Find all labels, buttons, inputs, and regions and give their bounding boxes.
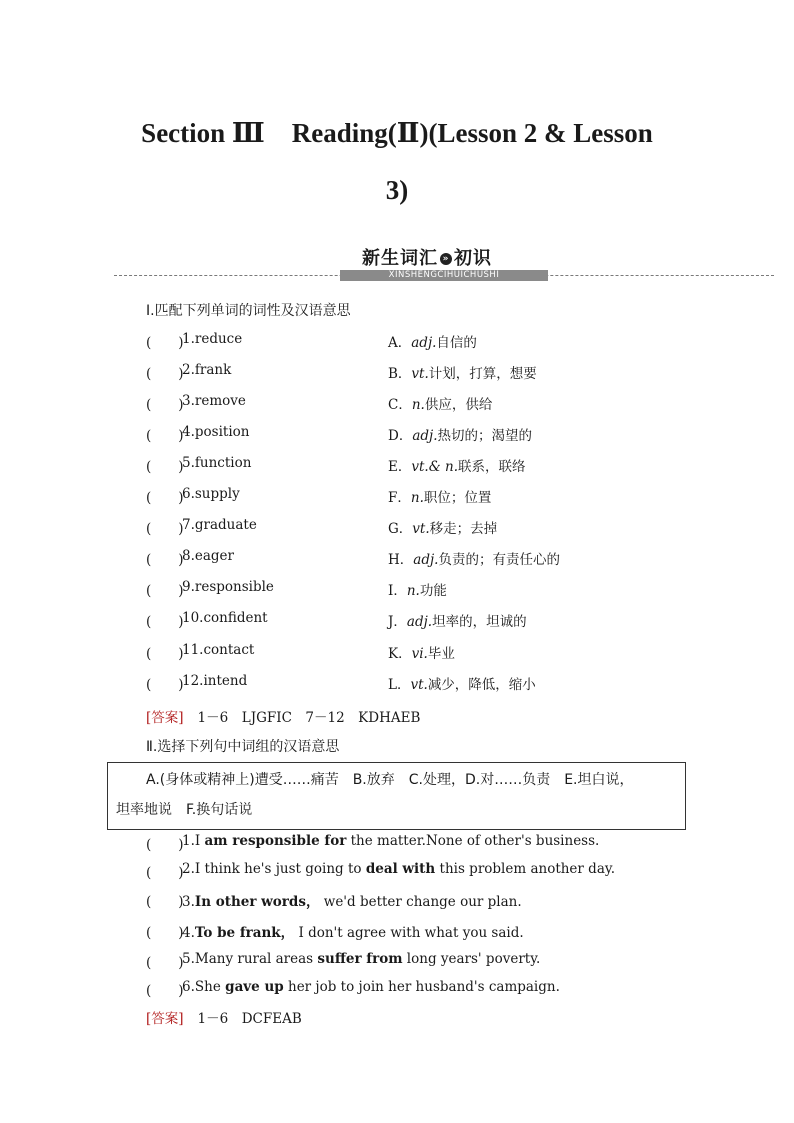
definition-meaning: 职位；位置 — [423, 490, 492, 506]
definition-letter: K． — [388, 646, 412, 662]
part-of-speech: vt.& n. — [411, 459, 458, 475]
options-line-2: 坦率地说 F.换句话说 — [116, 802, 253, 818]
vocab-row — [146, 517, 706, 537]
section-banner — [0, 244, 794, 284]
target-phrase: gave up — [225, 979, 284, 995]
banner-title-right: 初识 — [454, 248, 492, 269]
definition-meaning: 坦率的，坦诚的 — [432, 614, 527, 630]
vocab-definition — [388, 455, 526, 475]
vocab-word: 11.contact — [182, 642, 255, 658]
banner-title — [362, 244, 492, 270]
definition-letter: D． — [388, 428, 413, 444]
sentence-num: 4. — [182, 925, 195, 941]
answer-blank[interactable]: ( ) — [146, 583, 184, 599]
sentence-text — [182, 951, 540, 967]
section1-answer — [146, 706, 420, 726]
definition-letter: L． — [388, 677, 411, 693]
section2-heading: Ⅱ.选择下列句中词组的汉语意思 — [146, 739, 340, 755]
vocab-word: 10.confident — [182, 610, 268, 626]
vocab-row — [146, 673, 706, 693]
vocab-row — [146, 455, 706, 475]
definition-meaning: 供应，供给 — [424, 397, 493, 413]
answer-blank[interactable]: ( ) — [146, 459, 184, 475]
definition-letter: H． — [388, 552, 414, 568]
vocab-word: 12.intend — [182, 673, 248, 689]
part-of-speech: vt. — [412, 521, 430, 537]
page-title-line2: 3) — [385, 175, 409, 205]
vocab-definition — [388, 486, 491, 506]
definition-meaning: 联系，联络 — [458, 459, 526, 475]
sentence-pre: Many rural areas — [194, 951, 318, 967]
definition-letter: A． — [388, 335, 412, 351]
answer-blank[interactable]: ( ) — [146, 366, 184, 382]
part-of-speech: vt. — [411, 366, 429, 382]
sentence-text — [182, 921, 524, 941]
definition-letter: I． — [388, 583, 407, 599]
part-of-speech: vt. — [410, 677, 428, 693]
definition-meaning: 负责的；有责任心的 — [438, 552, 560, 568]
options-line-1: A.(身体或精神上)遭受……痛苦 B.放弃 C.处理，D.对……负责 E.坦白说， — [146, 772, 634, 788]
answer-blank[interactable]: ( ) — [146, 552, 184, 568]
answer-text: 1－6 DCFEAB — [197, 1011, 302, 1027]
vocab-row — [146, 548, 706, 568]
target-phrase: suffer from — [317, 951, 403, 967]
sentence-text — [182, 861, 615, 877]
sentence-num: 1. — [182, 833, 195, 849]
part-of-speech: n. — [411, 397, 425, 413]
answer-blank[interactable]: ( ) — [146, 925, 184, 941]
answer-blank[interactable]: ( ) — [146, 677, 184, 693]
answer-blank[interactable]: ( ) — [146, 955, 184, 971]
vocab-word: 8.eager — [182, 548, 235, 564]
sentence-post: this problem another day. — [435, 861, 615, 877]
part-of-speech: adj. — [413, 552, 439, 568]
sentence-num: 3. — [182, 894, 195, 910]
answer-tag: [答案] — [146, 1011, 184, 1027]
sentence-num: 5. — [182, 951, 195, 967]
definition-meaning: 毕业 — [427, 646, 455, 662]
definition-meaning: 计划，打算，想要 — [428, 366, 537, 382]
vocab-definition — [388, 517, 497, 537]
section1-heading: Ⅰ.匹配下列单词的词性及汉语意思 — [146, 303, 351, 319]
definition-letter: E． — [388, 459, 412, 475]
part-of-speech: vi. — [411, 646, 428, 662]
vocab-row — [146, 393, 706, 413]
vocab-row — [146, 579, 706, 599]
sentence-text — [182, 890, 522, 910]
answer-blank[interactable]: ( ) — [146, 397, 184, 413]
vocab-definition — [388, 548, 560, 568]
answer-tag: [答案] — [146, 710, 184, 726]
answer-text: 1－6 LJGFIC 7－12 KDHAEB — [197, 710, 421, 726]
vocab-word: 9.responsible — [182, 579, 274, 595]
answer-blank[interactable]: ( ) — [146, 521, 184, 537]
part-of-speech: n. — [406, 583, 420, 599]
answer-blank[interactable]: ( ) — [146, 865, 184, 881]
vocab-definition — [388, 362, 537, 382]
phrase-options-box — [107, 762, 686, 830]
sentence-text — [182, 979, 560, 995]
definition-letter: C． — [388, 397, 412, 413]
sentence-post: I don't agree with what you said. — [294, 925, 524, 941]
target-phrase: In other words， — [194, 894, 320, 910]
target-phrase: am responsible for — [204, 833, 347, 849]
vocab-definition — [388, 673, 536, 693]
target-phrase: deal with — [365, 861, 436, 877]
sentence-post: we'd better change our plan. — [319, 894, 522, 910]
definition-letter: J． — [388, 614, 407, 630]
answer-blank[interactable]: ( ) — [146, 983, 184, 999]
definition-letter: B． — [388, 366, 412, 382]
vocab-definition — [388, 393, 492, 413]
vocab-row — [146, 610, 706, 630]
banner-subtitle: XINSHENGCIHUICHUSHI — [340, 270, 548, 281]
vocab-word: 4.position — [182, 424, 250, 440]
answer-blank[interactable]: ( ) — [146, 490, 184, 506]
page-title-line1: Section Ⅲ Reading(Ⅱ)(Lesson 2 & Lesson — [141, 118, 653, 148]
sentence-num: 6. — [182, 979, 195, 995]
vocab-definition — [388, 331, 477, 351]
sentence-text — [182, 833, 599, 849]
vocab-word: 5.function — [182, 455, 252, 471]
answer-blank[interactable]: ( ) — [146, 894, 184, 910]
vocab-word: 6.supply — [182, 486, 240, 502]
sentence-pre: I think he's just going to — [194, 861, 366, 877]
sentence-post: long years' poverty. — [402, 951, 541, 967]
answer-blank[interactable]: ( ) — [146, 335, 184, 351]
sentence-post: her job to join her husband's campaign. — [283, 979, 560, 995]
answer-blank[interactable]: ( ) — [146, 646, 184, 662]
vocab-word: 1.reduce — [182, 331, 243, 347]
sentence-pre: I — [194, 833, 205, 849]
part-of-speech: adj. — [412, 428, 438, 444]
double-chevron-icon: » — [440, 253, 452, 265]
definition-meaning: 减少，降低，缩小 — [427, 677, 536, 693]
vocab-row — [146, 424, 706, 444]
vocab-definition — [388, 424, 532, 444]
definition-meaning: 功能 — [419, 583, 447, 599]
vocab-row — [146, 642, 706, 662]
answer-blank[interactable]: ( ) — [146, 428, 184, 444]
definition-meaning: 自信的 — [436, 335, 477, 351]
vocab-row — [146, 362, 706, 382]
target-phrase: To be frank， — [194, 925, 295, 941]
part-of-speech: n. — [410, 490, 424, 506]
definition-letter: G． — [388, 521, 413, 537]
answer-blank[interactable]: ( ) — [146, 614, 184, 630]
answer-blank[interactable]: ( ) — [146, 837, 184, 853]
sentence-num: 2. — [182, 861, 195, 877]
vocab-definition — [388, 579, 447, 599]
vocab-word: 7.graduate — [182, 517, 257, 533]
definition-meaning: 热切的；渴望的 — [437, 428, 532, 444]
sentence-pre: She — [194, 979, 226, 995]
vocab-row — [146, 486, 706, 506]
vocab-definition — [388, 642, 455, 662]
vocab-definition — [388, 610, 527, 630]
definition-meaning: 移走；去掉 — [429, 521, 498, 537]
vocab-word: 3.remove — [182, 393, 246, 409]
vocab-word: 2.frank — [182, 362, 232, 378]
section2-answer — [146, 1007, 302, 1027]
banner-title-left: 新生词汇 — [362, 248, 438, 269]
part-of-speech: adj. — [411, 335, 437, 351]
definition-letter: F． — [388, 490, 411, 506]
vocab-row — [146, 331, 706, 351]
sentence-post: the matter.None of other's business. — [346, 833, 600, 849]
part-of-speech: adj. — [406, 614, 433, 630]
